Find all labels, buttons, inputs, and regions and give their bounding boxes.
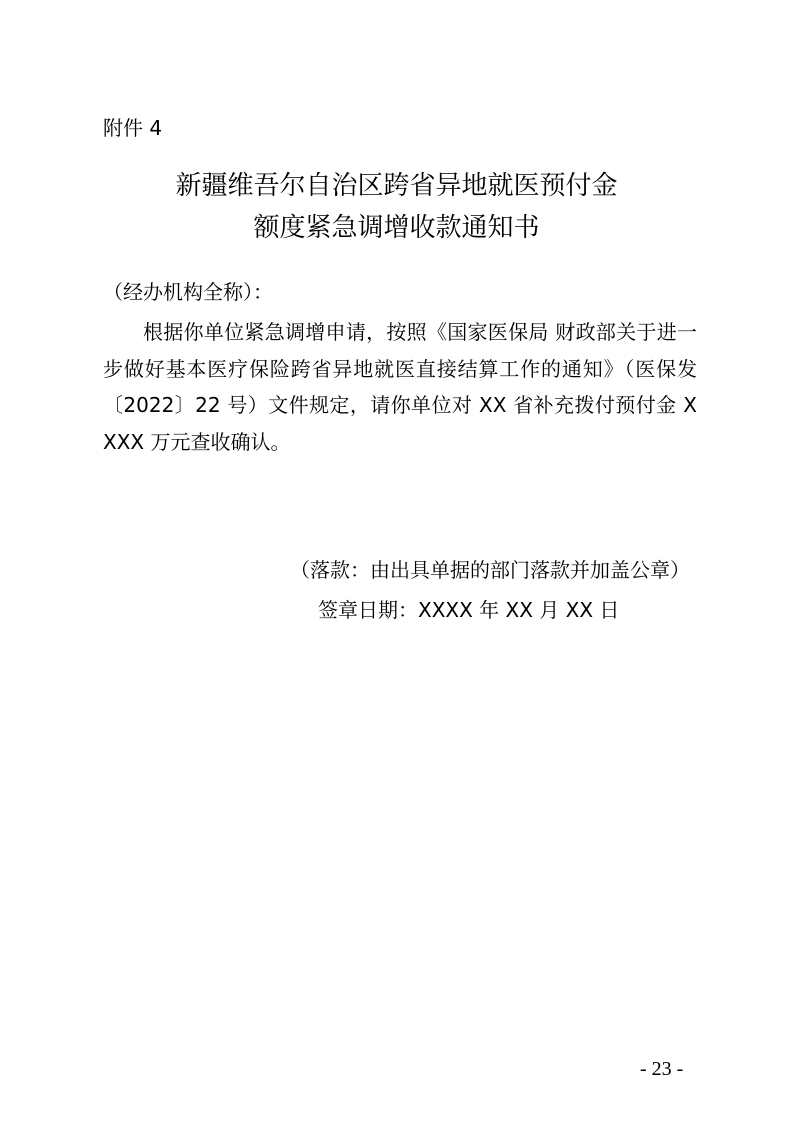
- signature-date: 签章日期：XXXX 年 XX 月 XX 日: [318, 598, 620, 622]
- body-paragraph: 根据你单位紧急调增申请，按照《国家医保局 财政部关于进一步做好基本医疗保险跨省异地就医直接结算工作的通知》（医保发〔2022〕22 号）文件规定，请你单位对 XX 省补充拨付预付金 XXXX 万元查收确认。: [103, 320, 697, 454]
- signoff-note: （落款：由出具单据的部门落款并加盖公章）: [290, 558, 690, 582]
- document-title-line-2: 额度紧急调增收款通知书: [253, 213, 540, 243]
- attachment-label: 附件 4: [103, 116, 163, 140]
- page-number: - 23 -: [640, 1058, 684, 1080]
- document-title-line-1: 新疆维吾尔自治区跨省异地就医预付金: [175, 171, 618, 201]
- addressee: （经办机构全称）：: [103, 280, 273, 304]
